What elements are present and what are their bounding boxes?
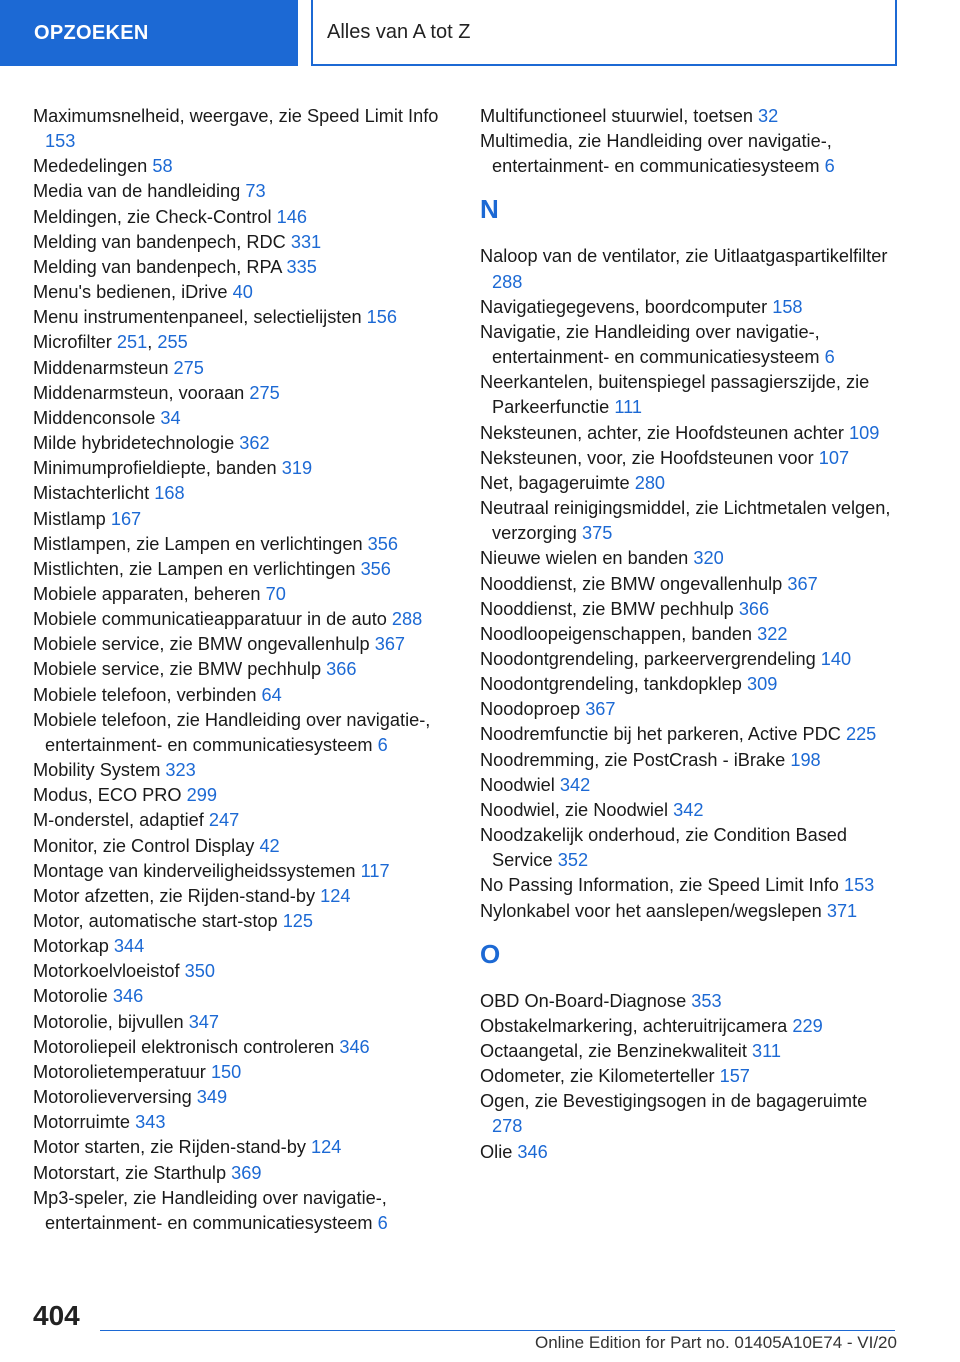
- page-link[interactable]: 350: [184, 961, 215, 982]
- page-link[interactable]: 346: [339, 1036, 370, 1057]
- index-entry-text: Motorkap: [33, 936, 109, 957]
- page-link[interactable]: 369: [231, 1162, 262, 1183]
- index-entry-text: Noodwiel: [480, 774, 555, 795]
- page-link[interactable]: 331: [290, 231, 322, 252]
- page-link[interactable]: 124: [320, 885, 351, 906]
- index-entry-text: Middenarmsteun: [33, 357, 169, 378]
- page-link[interactable]: 362: [239, 433, 270, 454]
- page-link[interactable]: 229: [792, 1015, 823, 1036]
- index-entry-text: Microfilter: [33, 332, 112, 353]
- index-column-right: [480, 104, 900, 1165]
- index-entry-text: Noodontgrendeling, parkeervergrendeling: [480, 648, 816, 669]
- index-entry: [480, 1089, 900, 1139]
- page-link[interactable]: 356: [367, 533, 398, 554]
- index-entry: [33, 607, 453, 632]
- index-entry-text: Obstakelmarkering, achteruitrijcamera: [480, 1015, 788, 1036]
- page-link[interactable]: 34: [160, 407, 181, 428]
- index-entry: [33, 1135, 453, 1160]
- page-link[interactable]: 64: [261, 684, 282, 705]
- index-entry-text: Monitor, zie Control Display: [33, 835, 255, 856]
- index-entry: [33, 431, 453, 456]
- index-entry-text: Navigatie, zie Handleiding over navigatie-, entertainment- en communicatiesysteem: [480, 321, 820, 368]
- index-entry-text: Mobiele telefoon, verbinden: [33, 684, 257, 705]
- page-link[interactable]: 299: [186, 785, 217, 806]
- index-entry-text: Mistachterlicht: [33, 483, 150, 504]
- index-entry: [480, 1140, 900, 1165]
- page-link[interactable]: 275: [249, 382, 280, 403]
- page-link[interactable]: 371: [826, 900, 858, 921]
- index-entry-text: OBD On-Board-Diagnose: [480, 990, 687, 1011]
- page-link[interactable]: 278: [492, 1116, 523, 1137]
- page-link[interactable]: 73: [245, 181, 266, 202]
- page-link[interactable]: 353: [691, 990, 722, 1011]
- index-entry: [33, 1035, 453, 1060]
- index-entry: [480, 421, 900, 446]
- index-entry-text: Mp3-speler, zie Handleiding over navigatie-, entertainment- en communicatiesysteem: [33, 1187, 387, 1233]
- page-link[interactable]: 366: [326, 659, 357, 680]
- index-entry: [33, 1161, 453, 1186]
- page-link[interactable]: 153: [843, 875, 875, 896]
- index-entry-text: Meldingen, zie Check-Control: [33, 206, 272, 227]
- index-entry: [33, 884, 453, 909]
- page-link[interactable]: 247: [208, 810, 240, 831]
- index-entry-text: Multimedia, zie Handleiding over navigatie-, entertainment- en communicatiesysteem: [480, 131, 832, 177]
- page-link[interactable]: 375: [581, 523, 613, 544]
- page-link[interactable]: 255: [157, 332, 188, 353]
- index-entry-text: Middenarmsteun, vooraan: [33, 382, 245, 403]
- page-link[interactable]: 342: [673, 799, 704, 820]
- page-link[interactable]: 140: [820, 648, 852, 669]
- index-entry-text: Neerkantelen, buitenspiegel passagierszijde, zie Parkeerfunctie: [480, 372, 870, 418]
- section-title: Alles van A tot Z: [311, 0, 897, 66]
- page-link[interactable]: 275: [173, 357, 204, 378]
- page-link[interactable]: 109: [849, 422, 880, 443]
- index-entry-text: Mistlampen, zie Lampen en verlichtingen: [33, 533, 363, 554]
- page-link[interactable]: 70: [265, 583, 286, 604]
- index-entry-text: Neksteunen, voor, zie Hoofdsteunen voor: [480, 447, 814, 468]
- index-entry: [480, 647, 900, 672]
- index-entry: [33, 1110, 453, 1135]
- page-link[interactable]: 146: [276, 206, 307, 227]
- index-entry-text: Noodremming, zie PostCrash - iBrake: [480, 749, 786, 770]
- page-link[interactable]: 167: [110, 508, 142, 529]
- page-link[interactable]: 107: [818, 447, 850, 468]
- index-entry-text: Motor starten, zie Rijden-stand-by: [33, 1137, 306, 1158]
- page-link[interactable]: 32: [758, 106, 779, 126]
- page-link[interactable]: 367: [374, 634, 406, 655]
- index-entry-text: Navigatiegegevens, boordcomputer: [480, 296, 768, 317]
- page-link[interactable]: 367: [787, 573, 818, 594]
- index-entry-text: M-onderstel, adaptief: [33, 810, 204, 831]
- index-entry: [480, 572, 900, 597]
- page-link[interactable]: 319: [281, 458, 313, 479]
- index-entry: [33, 834, 453, 859]
- page-link[interactable]: 6: [824, 347, 835, 368]
- index-entry-text: Minimumprofieldiepte, banden: [33, 458, 277, 479]
- index-entry: [33, 305, 453, 330]
- index-entry: [33, 758, 453, 783]
- page-link[interactable]: 280: [634, 472, 666, 493]
- index-entry-text: Nieuwe wielen en banden: [480, 548, 689, 569]
- index-entry: [33, 205, 453, 230]
- page-link[interactable]: 342: [559, 774, 591, 795]
- index-entry-text: Montage van kinderveiligheidssystemen: [33, 860, 356, 881]
- index-entry: [33, 984, 453, 1009]
- index-entry-text: Mistlichten, zie Lampen en verlichtingen: [33, 558, 356, 579]
- index-entry: [33, 280, 453, 305]
- index-entry-text: Motor afzetten, zie Rijden-stand-by: [33, 885, 316, 906]
- page-link[interactable]: 6: [377, 734, 388, 755]
- index-entry-text: Mobiele communicatieapparatuur in de auto: [33, 609, 387, 630]
- page-link[interactable]: 6: [824, 156, 835, 177]
- index-entry: [480, 773, 900, 798]
- index-entry-text: Neksteunen, achter, zie Hoofdsteunen achter: [480, 422, 844, 443]
- page-link[interactable]: 344: [113, 936, 145, 957]
- index-entry: [480, 597, 900, 622]
- index-entry-text: No Passing Information, zie Speed Limit Info: [480, 875, 839, 896]
- index-entry: [33, 959, 453, 984]
- page-link[interactable]: 347: [188, 1011, 220, 1032]
- index-entry: [480, 496, 900, 546]
- index-entry: [480, 546, 900, 571]
- page-link[interactable]: 117: [360, 860, 390, 881]
- index-entry: [33, 255, 453, 280]
- index-entry: [33, 557, 453, 582]
- index-entry: [480, 873, 900, 898]
- index-entry: [480, 899, 900, 924]
- index-entry: [480, 295, 900, 320]
- index-entry: [33, 708, 453, 758]
- index-entry-text: Motor, automatische start-stop: [33, 911, 278, 931]
- index-entry-text: Mistlamp: [33, 508, 106, 529]
- index-entry-text: Media van de handleiding: [33, 181, 241, 202]
- index-entry-text: Motoroliepeil elektronisch controleren: [33, 1036, 335, 1057]
- index-entry: [33, 808, 453, 833]
- page-header: [0, 0, 960, 66]
- page-link[interactable]: 6: [377, 1212, 388, 1233]
- index-entry: [33, 934, 453, 959]
- index-entry: [480, 471, 900, 496]
- page-link[interactable]: 111: [614, 397, 642, 418]
- page-link[interactable]: 198: [790, 749, 821, 770]
- index-entry-text: Mobiele telefoon, zie Handleiding over navigatie-, entertainment- en communicatiesysteem: [33, 709, 431, 755]
- index-entry-text: Olie: [480, 1141, 513, 1162]
- index-entry-text: Multifunctioneel stuurwiel, toetsen: [480, 106, 753, 126]
- index-entry-text: Mobiele apparaten, beheren: [33, 583, 261, 604]
- index-entry-text: Naloop van de ventilator, zie Uitlaatgaspartikelfilter: [480, 246, 888, 267]
- index-entry: [33, 406, 453, 431]
- page-link[interactable]: 367: [585, 699, 616, 720]
- page-link[interactable]: 322: [757, 623, 788, 644]
- index-entry-text: Noodwiel, zie Noodwiel: [480, 799, 669, 820]
- index-entry: [33, 230, 453, 255]
- index-entry: [33, 381, 453, 406]
- index-entry-text: Motorolieverversing: [33, 1087, 192, 1108]
- index-entry-text: Menu instrumentenpaneel, selectielijsten: [33, 307, 362, 328]
- index-entry: [33, 1085, 453, 1110]
- index-entry: [33, 154, 453, 179]
- page-link[interactable]: 150: [210, 1061, 242, 1082]
- index-entry-text: Mobiele service, zie BMW ongevallenhulp: [33, 634, 370, 655]
- index-entry-text: Menu's bedienen, iDrive: [33, 282, 228, 303]
- index-entry: [33, 456, 453, 481]
- index-entry: [33, 356, 453, 381]
- page-link[interactable]: 309: [746, 674, 778, 695]
- index-entry-text: Octaangetal, zie Benzinekwaliteit: [480, 1041, 747, 1061]
- index-entry-text: Noodloopeigenschappen, banden: [480, 623, 753, 644]
- index-entry: [33, 481, 453, 506]
- index-entry: [480, 1039, 900, 1064]
- index-entry: [480, 823, 900, 873]
- index-entry-text: Noodzakelijk onderhoud, zie Condition Based Service: [480, 825, 848, 871]
- footer-divider: [100, 1330, 895, 1331]
- index-entry: [33, 657, 453, 682]
- page-link[interactable]: 343: [135, 1112, 166, 1133]
- page-link[interactable]: 158: [772, 296, 803, 317]
- index-entry: [33, 1010, 453, 1035]
- index-entry: [480, 446, 900, 471]
- index-entry-text: Mobility System: [33, 760, 161, 781]
- index-entry: [480, 370, 900, 420]
- index-entry-text: Noodontgrendeling, tankdopklep: [480, 674, 742, 695]
- index-entry-text: Ogen, zie Bevestigingsogen in de bagageruimte: [480, 1091, 868, 1112]
- index-entry-text: Motorolie: [33, 986, 108, 1007]
- index-entry: [480, 697, 900, 722]
- page-link[interactable]: 251: [116, 332, 148, 353]
- index-entry: [33, 909, 453, 934]
- index-entry: [33, 632, 453, 657]
- page-link[interactable]: 323: [165, 760, 196, 781]
- index-entry-text: Net, bagageruimte: [480, 472, 630, 493]
- index-entry-text: Odometer, zie Kilometerteller: [480, 1066, 715, 1087]
- index-entry: [480, 748, 900, 773]
- page-link[interactable]: 156: [366, 307, 397, 328]
- index-entry: [480, 129, 900, 179]
- page-link[interactable]: 124: [311, 1137, 342, 1158]
- page-link[interactable]: 366: [738, 598, 770, 619]
- page-link[interactable]: 157: [719, 1066, 750, 1087]
- index-entry: [33, 859, 453, 884]
- index-entry-text: Motorstart, zie Starthulp: [33, 1162, 227, 1183]
- index-entry-text: Motorolietemperatuur: [33, 1061, 206, 1082]
- index-entry: [33, 507, 453, 532]
- page-link[interactable]: 311: [751, 1041, 781, 1061]
- index-entry: [33, 532, 453, 557]
- index-entry: [33, 104, 453, 154]
- index-entry-text: Nylonkabel voor het aanslepen/wegslepen: [480, 900, 822, 921]
- index-entry-text: Nooddienst, zie BMW ongevallenhulp: [480, 573, 783, 594]
- index-entry-text: Noodremfunctie bij het parkeren, Active PDC: [480, 724, 841, 745]
- index-entry: [33, 1186, 453, 1236]
- index-entry: [33, 683, 453, 708]
- index-entry-text: Neutraal reinigingsmiddel, zie Lichtmetalen velgen, verzorging: [480, 498, 891, 544]
- index-entry-text: Motorolie, bijvullen: [33, 1011, 184, 1032]
- page-link[interactable]: 356: [360, 558, 391, 579]
- index-entry: [480, 104, 900, 129]
- page-link[interactable]: 42: [259, 835, 280, 856]
- index-entry: [480, 989, 900, 1014]
- page-link[interactable]: 168: [154, 483, 185, 504]
- index-entry-text: Mobiele service, zie BMW pechhulp: [33, 659, 322, 680]
- index-entry: [480, 622, 900, 647]
- index-entry-text: Mededelingen: [33, 156, 148, 177]
- index-entry-text: Motorruimte: [33, 1112, 131, 1133]
- edition-note: Online Edition for Part no. 01405A10E74 - VI/20: [535, 1333, 897, 1352]
- index-entry-text: Motorkoelvloeistof: [33, 961, 180, 982]
- page-link[interactable]: 346: [517, 1141, 548, 1162]
- index-entry-text: Melding van bandenpech, RDC: [33, 231, 286, 252]
- index-entry-text: Maximumsnelheid, weergave, zie Speed Limit Info: [33, 106, 439, 126]
- index-entry-text: Noodoproep: [480, 699, 581, 720]
- index-entry-text: Modus, ECO PRO: [33, 785, 182, 806]
- index-letter-heading: O: [480, 938, 501, 969]
- page-link[interactable]: 346: [112, 986, 144, 1007]
- index-entry: [480, 320, 900, 370]
- section-tab[interactable]: OPZOEKEN: [0, 0, 298, 66]
- index-entry-text: Nooddienst, zie BMW pechhulp: [480, 598, 734, 619]
- page-link[interactable]: 352: [557, 850, 589, 871]
- index-entry-text: Melding van bandenpech, RPA: [33, 256, 282, 277]
- index-entry: [480, 1064, 900, 1089]
- page-link[interactable]: 225: [845, 724, 877, 745]
- page-link[interactable]: 335: [286, 256, 317, 277]
- index-entry: [33, 783, 453, 808]
- page-link[interactable]: 40: [232, 282, 253, 303]
- index-entry: [480, 672, 900, 697]
- index-letter-heading: N: [480, 194, 499, 225]
- page-link[interactable]: 153: [45, 131, 76, 152]
- page-link[interactable]: 58: [152, 156, 173, 177]
- index-entry: [33, 1060, 453, 1085]
- page-link[interactable]: 125: [282, 911, 314, 931]
- index-entry: [480, 244, 900, 294]
- page-number: 404: [33, 1300, 80, 1331]
- index-entry-text: Middenconsole: [33, 407, 156, 428]
- index-entry: [480, 1014, 900, 1039]
- index-entry: [33, 179, 453, 204]
- index-entry-text: Milde hybridetechnologie: [33, 433, 235, 454]
- page-link[interactable]: 349: [196, 1087, 228, 1108]
- index-entry: [480, 798, 900, 823]
- page-link[interactable]: 288: [391, 609, 423, 630]
- page-link[interactable]: 320: [693, 548, 724, 569]
- index-entry: [33, 582, 453, 607]
- index-entry: Microfilter 251, 255: [33, 332, 188, 353]
- page-link[interactable]: 288: [492, 271, 523, 292]
- index-column-left: [33, 104, 453, 1236]
- index-entry: [480, 722, 900, 747]
